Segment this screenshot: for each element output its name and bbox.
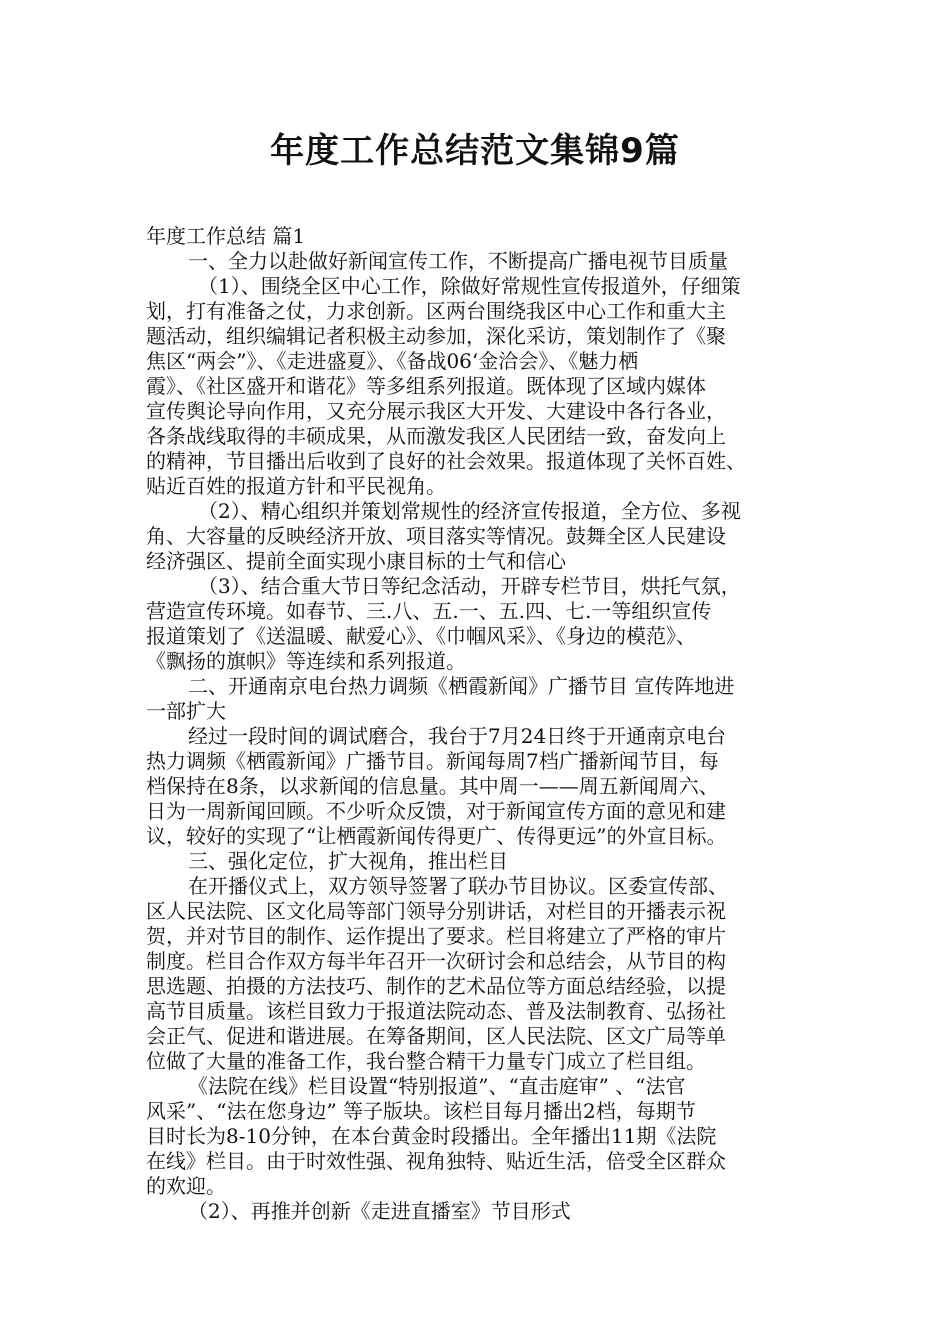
text-line: 《飘扬的旗帜》等连续和系列报道。 [146,649,466,673]
text-line: 目时长为8-10分钟，在本台黄金时段播出。全年播出11期《法院 [146,1124,717,1148]
text-line: （3）、结合重大节日等纪念活动，开辟专栏节目，烘托气氛， [198,574,741,598]
text-line: 经济强区、提前全面实现小康目标的士气和信心 [146,549,566,573]
document-title: 年度工作总结范文集锦9篇 [270,131,680,171]
text-line: 年度工作总结 篇1 [146,224,306,248]
text-line: 在线》栏目。由于时效性强、视角独特、贴近生活，倍受全区群众 [146,1149,726,1173]
text-line: 宣传舆论导向作用，又充分展示我区大开发、大建设中各行各业， [146,399,726,423]
text-line: 会正气、促进和谐进展。在筹备期间，区人民法院、区文广局等单 [146,1024,726,1048]
text-line: 的精神，节目播出后收到了良好的社会效果。报道体现了关怀百姓、 [146,449,746,473]
text-line: （1）、围绕全区中心工作，除做好常规性宣传报道外，仔细策 [198,274,741,298]
text-line: 议，较好的实现了“让栖霞新闻传得更广、传得更远”的外宣目标。 [146,824,727,848]
text-line: 高节目质量。该栏目致力于报道法院动态、普及法制教育、弘扬社 [146,999,726,1023]
text-line: 经过一段时间的调试磨合，我台于7月24日终于开通南京电台 [188,724,727,748]
text-line: 档保持在8条，以求新闻的信息量。其中周一——周五新闻周六、 [146,774,719,798]
text-line: 各条战线取得的丰硕成果，从而激发我区人民团结一致，奋发向上 [146,424,726,448]
text-line: （2）、精心组织并策划常规性的经济宣传报道，全方位、多视 [198,499,741,523]
text-line: 霞》、《社区盛开和谐花》等多组系列报道。既体现了区域内媒体 [146,374,706,398]
text-line: 思选题、拍摄的方法技巧、制作的艺术品位等方面总结经验，以提 [146,974,726,998]
text-line: 一、全力以赴做好新闻宣传工作，不断提高广播电视节目质量 [188,249,728,273]
text-line: 角、大容量的反映经济开放、项目落实等情况。鼓舞全区人民建设 [146,524,726,548]
text-line: 贺，并对节目的制作、运作提出了要求。栏目将建立了严格的审片 [146,924,726,948]
text-line: 报道策划了《送温暖、献爱心》、《巾帼风采》、《身边的模范》、 [146,624,696,648]
text-line: 的欢迎。 [146,1174,226,1198]
text-line: 一部扩大 [146,699,226,723]
text-line: 区人民法院、区文化局等部门领导分别讲话，对栏目的开播表示祝 [146,899,726,923]
text-line: 制度。栏目合作双方每半年召开一次研讨会和总结会，从节目的构 [146,949,726,973]
text-line: 题活动，组织编辑记者积极主动参加，深化采访，策划制作了《聚 [146,324,726,348]
text-line: 位做了大量的准备工作，我台整合精干力量专门成立了栏目组。 [146,1049,706,1073]
text-line: 划，打有准备之仗，力求创新。区两台围绕我区中心工作和重大主 [146,299,726,323]
text-line: 焦区“两会”》、《走进盛夏》、《备战06‘金洽会》、《魅力栖 [146,349,639,373]
text-line: 《法院在线》栏目设置“特别报道”、“直击庭审” 、“法官 [188,1074,686,1098]
text-line: 在开播仪式上，双方领导签署了联办节目协议。区委宣传部、 [188,874,728,898]
text-line: 贴近百姓的报道方针和平民视角。 [146,474,446,498]
text-line: 三、强化定位，扩大视角，推出栏目 [188,849,508,873]
text-line: 热力调频《栖霞新闻》广播节目。新闻每周7档广播新闻节目，每 [146,749,719,773]
text-line: （2）、再推并创新《走进直播室》节目形式 [188,1199,571,1223]
document-body [146,224,808,1224]
text-line: 二、开通南京电台热力调频《栖霞新闻》广播节目 宣传阵地进 [188,674,735,698]
text-line: 风采”、“法在您身边” 等子版块。该栏目每月播出2档，每期节 [146,1099,696,1123]
text-line: 日为一周新闻回顾。不少听众反馈，对于新闻宣传方面的意见和建 [146,799,726,823]
text-line: 营造宣传环境。如春节、三.八、五.一、五.四、七.一等组织宣传 [146,599,712,623]
